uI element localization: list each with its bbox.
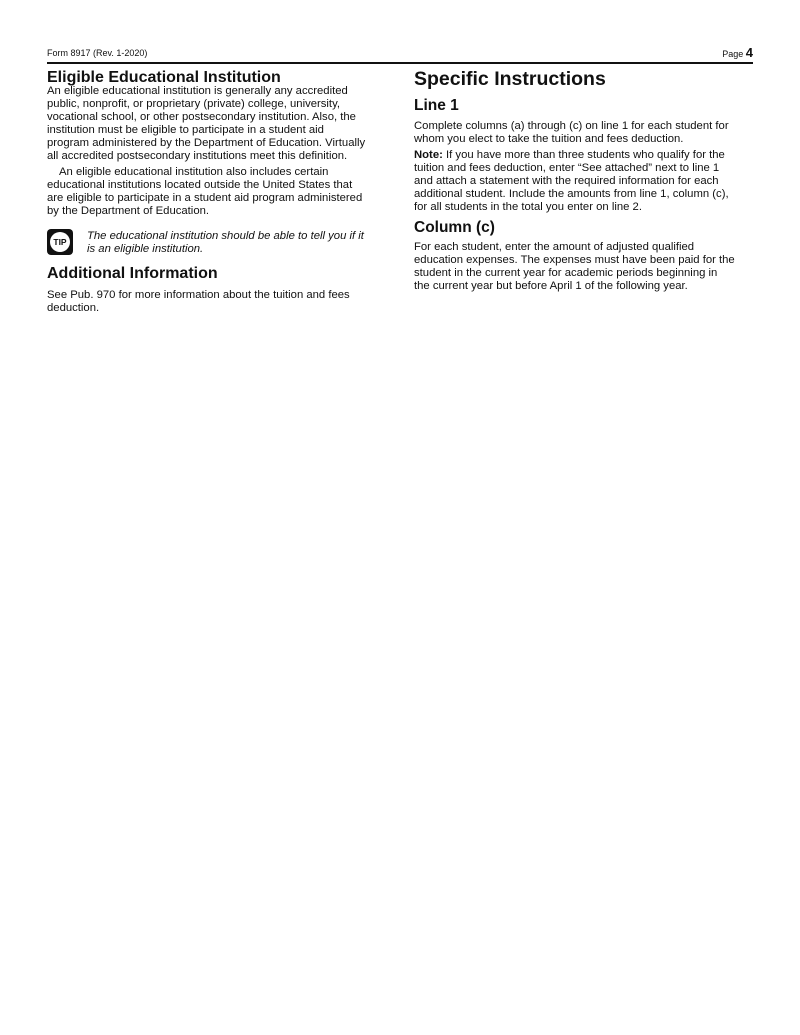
text-line: is an eligible institution. — [87, 243, 204, 255]
text-line: student in the current year for academic periods beginning in — [414, 267, 718, 279]
page-label: Page — [722, 49, 744, 59]
text-line: are eligible to participate in a student aid program administered — [47, 192, 363, 204]
text-line: An eligible educational institution is generally any accredited — [47, 85, 348, 97]
tip-text — [87, 230, 364, 256]
form-identifier: Form 8917 (Rev. 1-2020) — [47, 48, 148, 58]
specific-instructions-heading: Specific Instructions — [414, 68, 606, 90]
text-line: The educational institution should be able to tell you if it — [87, 230, 364, 242]
text-line: educational institutions located outside the United States that — [47, 179, 353, 191]
note-label: Note: — [414, 149, 443, 161]
text-line: education expenses. The expenses must have been paid for the — [414, 254, 735, 266]
text-line: If you have more than three students who qualify for the — [442, 149, 725, 161]
text-line: For each student, enter the amount of adjusted qualified — [414, 241, 695, 253]
text-line: whom you elect to take the tuition and fees deduction. — [414, 133, 684, 145]
additional-information-heading: Additional Information — [47, 265, 218, 282]
page-number-value: 4 — [745, 45, 753, 60]
text-line: additional student. Include the amounts from line 1, column (c), — [414, 188, 729, 200]
text-line: program administered by the Department of Education. Virtually — [47, 137, 366, 149]
eligible-paragraph-1 — [47, 85, 365, 163]
text-line: public, nonprofit, or proprietary (private) college, university, — [47, 98, 341, 110]
text-line: for all students in the total you enter on line 2. — [414, 201, 642, 213]
text-line: vocational school, or other postsecondary institution. Also, the — [47, 111, 356, 123]
text-line: An eligible educational institution also includes certain — [59, 166, 329, 178]
line-1-heading: Line 1 — [414, 97, 459, 114]
text-line: tuition and fees deduction, enter “See attached” next to line 1 — [414, 162, 720, 174]
text-line: Complete columns (a) through (c) on line 1 for each student for — [414, 120, 729, 132]
column-c-heading: Column (c) — [414, 219, 495, 236]
note-paragraph — [414, 149, 729, 214]
column-c-paragraph — [414, 241, 735, 293]
text-line: the current year but before April 1 of the following year. — [414, 280, 688, 292]
text-line: by the Department of Education. — [47, 205, 210, 217]
text-line: institution must be eligible to participate in a student aid — [47, 124, 324, 136]
eligible-paragraph-2 — [47, 166, 362, 218]
text-line: deduction. — [47, 302, 100, 314]
tip-icon — [47, 229, 73, 255]
header-rule — [47, 62, 753, 64]
tip-label: TIP — [50, 232, 70, 252]
line-1-paragraph — [414, 120, 729, 146]
additional-paragraph — [47, 289, 350, 315]
text-line: all accredited postsecondary institutions meet this definition. — [47, 150, 348, 162]
eligible-institution-heading: Eligible Educational Institution — [47, 69, 281, 86]
text-line: See Pub. 970 for more information about the tuition and fees — [47, 289, 350, 301]
page-number — [722, 45, 753, 60]
text-line: and attach a statement with the required information for each — [414, 175, 719, 187]
